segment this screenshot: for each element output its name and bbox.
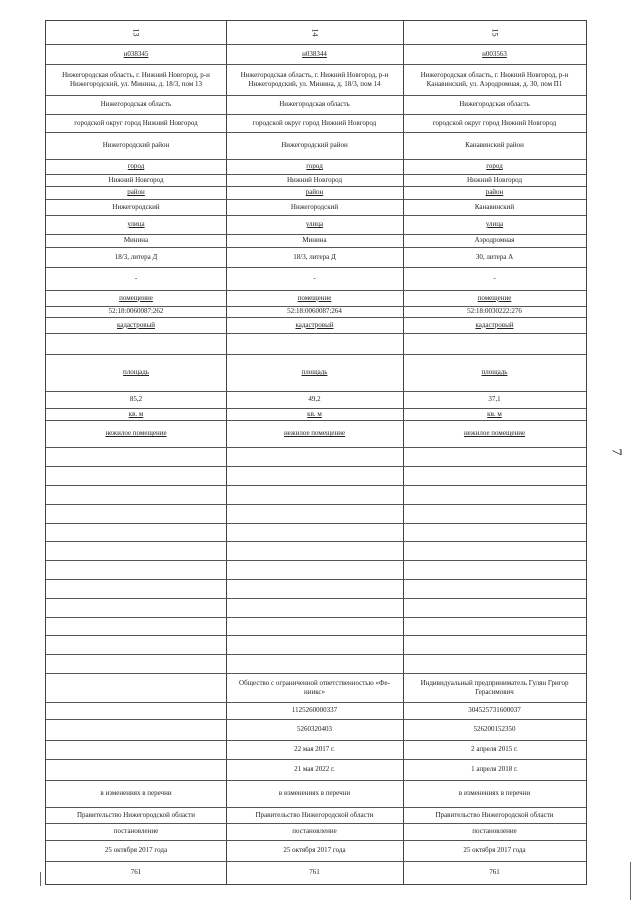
table-cell xyxy=(50,317,222,333)
cell-text: Нижегородская область xyxy=(279,100,350,108)
table-cell xyxy=(407,391,582,408)
cell-text: Общество с ограниченной ответственностью «Фе-ниикс» xyxy=(239,678,390,696)
table-cell xyxy=(230,780,399,807)
table-cell xyxy=(407,215,582,234)
table-cell xyxy=(230,391,399,408)
cell-text: помещение xyxy=(297,293,332,302)
table-cell xyxy=(50,861,222,884)
cell-text: постановление xyxy=(292,827,337,835)
cell-text: 1125260000337 xyxy=(291,706,338,714)
cell-text: Нижегородский район xyxy=(102,141,170,149)
cell-text: район xyxy=(485,188,504,196)
table-cell xyxy=(230,174,399,186)
table-cell xyxy=(230,635,399,654)
cell-text: 5260320403 xyxy=(297,725,332,733)
cell-text: в изменениях в перечни xyxy=(458,789,531,797)
table-cell xyxy=(230,617,399,635)
table-cell xyxy=(50,186,222,199)
table-cell xyxy=(230,673,399,702)
cell-text: 52:18:0060087:262 xyxy=(108,307,164,315)
column-header xyxy=(226,21,403,44)
cell-text: - xyxy=(313,274,316,282)
cell-text: 526200152350 xyxy=(473,725,516,733)
table-cell xyxy=(230,560,399,579)
cell-text: 30, литера А xyxy=(475,252,514,261)
cell-text: кадастровый xyxy=(295,320,334,329)
table-cell xyxy=(407,290,582,306)
cell-text: постановление xyxy=(472,827,517,835)
cell-text: Правительство Нижегородской области xyxy=(435,810,554,819)
table-cell xyxy=(50,306,222,317)
cell-text: в изменениях в перечни xyxy=(278,789,351,797)
cell-text: Нижний Новгород xyxy=(286,175,343,184)
table-cell xyxy=(50,780,222,807)
column-number: 14 xyxy=(310,28,319,37)
table-cell xyxy=(50,95,222,114)
table-cell xyxy=(407,186,582,199)
cell-text: 304525731600037 xyxy=(468,706,521,714)
cell-text: 52:18:0030222:276 xyxy=(467,307,522,315)
table-cell xyxy=(50,541,222,560)
cell-text: 761 xyxy=(309,868,320,876)
cell-text: нежилое помещение xyxy=(105,429,167,437)
cell-text: Канавинский xyxy=(474,202,515,211)
column-divider xyxy=(403,21,404,884)
table-cell xyxy=(50,114,222,132)
table-cell xyxy=(407,560,582,579)
table-cell xyxy=(50,354,222,391)
cell-text: постановление xyxy=(113,827,159,835)
table-cell xyxy=(230,823,399,840)
table-cell xyxy=(50,719,222,740)
cell-text: 761 xyxy=(489,868,500,876)
table-cell xyxy=(230,354,399,391)
cell-text: 37,1 xyxy=(488,395,501,403)
table-cell xyxy=(407,466,582,485)
table-cell xyxy=(50,840,222,861)
cell-text: 25 октября 2017 года xyxy=(283,846,346,854)
table-cell xyxy=(230,840,399,861)
cell-text: 22 мая 2017 г. xyxy=(294,745,335,753)
cell-text: кв. м xyxy=(128,409,144,418)
table-cell xyxy=(407,759,582,780)
table-cell xyxy=(407,267,582,290)
table-cell xyxy=(407,617,582,635)
table-cell xyxy=(407,44,582,64)
table-cell xyxy=(230,579,399,598)
table-cell xyxy=(230,290,399,306)
table-cell xyxy=(50,702,222,719)
column-header xyxy=(403,21,586,44)
table-cell xyxy=(230,598,399,617)
edge-mark-left xyxy=(40,872,41,886)
cell-text: город xyxy=(306,162,323,170)
table-cell xyxy=(230,317,399,333)
table-cell xyxy=(407,132,582,159)
cell-text: город xyxy=(127,162,145,170)
cell-text: Правительство Нижегородской области xyxy=(255,810,374,819)
table-cell xyxy=(230,95,399,114)
table-cell xyxy=(407,199,582,215)
cell-text: нежилое помещение xyxy=(463,429,526,437)
table-cell xyxy=(407,174,582,186)
table-cell xyxy=(230,702,399,719)
table-cell xyxy=(230,485,399,504)
table-cell xyxy=(230,466,399,485)
table-cell xyxy=(230,267,399,290)
table-cell xyxy=(50,673,222,702)
cell-text: 25 октября 2017 года xyxy=(463,846,526,854)
cell-text: Минина xyxy=(123,236,149,244)
table-cell xyxy=(407,504,582,523)
cell-text: помещение xyxy=(119,293,153,302)
table-cell xyxy=(407,541,582,560)
cell-text: Нижний Новгород xyxy=(466,175,523,184)
table-cell xyxy=(407,408,582,420)
cell-text: Правительство Нижегородской области xyxy=(77,810,195,819)
table-cell xyxy=(50,740,222,759)
table-cell xyxy=(230,447,399,466)
cell-text: - xyxy=(134,274,138,282)
edge-mark xyxy=(630,862,631,900)
table-cell xyxy=(407,780,582,807)
cell-text: городской округ город Нижний Новгород xyxy=(74,118,198,127)
table-cell xyxy=(230,44,399,64)
cell-text: Нижегородский район xyxy=(281,141,348,149)
cell-text: н003563 xyxy=(482,49,507,58)
table-cell xyxy=(50,290,222,306)
table-cell xyxy=(50,159,222,174)
table-cell xyxy=(407,234,582,247)
cell-text: Минина xyxy=(302,236,327,244)
table-cell xyxy=(407,523,582,541)
table-cell xyxy=(230,159,399,174)
table-cell xyxy=(230,132,399,159)
table-cell xyxy=(50,654,222,673)
cell-text: 18/3, литера Д xyxy=(293,252,336,261)
table-cell xyxy=(407,159,582,174)
column-divider xyxy=(226,21,227,884)
cell-text: улица xyxy=(305,220,324,228)
cell-text: Нижегородская область xyxy=(100,100,172,108)
cell-text: площадь xyxy=(301,368,328,376)
table-cell xyxy=(407,317,582,333)
table-cell xyxy=(407,719,582,740)
cell-text: площадь xyxy=(481,368,508,376)
cell-text: 49,2 xyxy=(308,395,321,403)
table-cell xyxy=(230,333,399,354)
table-cell xyxy=(50,408,222,420)
table-cell xyxy=(50,267,222,290)
cell-text: площадь xyxy=(123,368,149,376)
table-cell xyxy=(50,598,222,617)
table-cell xyxy=(407,95,582,114)
table-cell xyxy=(407,247,582,267)
table-cell xyxy=(50,132,222,159)
table-cell xyxy=(407,447,582,466)
table-cell xyxy=(230,759,399,780)
table-cell xyxy=(50,617,222,635)
table-cell xyxy=(50,64,222,95)
table-cell xyxy=(407,702,582,719)
table-cell xyxy=(407,807,582,823)
column-number: 15 xyxy=(490,28,499,37)
table-cell xyxy=(50,391,222,408)
cell-text: Канавинский район xyxy=(465,141,524,149)
cell-text: 21 мая 2022 г. xyxy=(294,765,335,773)
table-cell xyxy=(407,654,582,673)
cell-text: н038345 xyxy=(123,49,149,58)
table-cell xyxy=(50,234,222,247)
cell-text: улица xyxy=(127,220,145,228)
table-cell xyxy=(230,719,399,740)
table-cell xyxy=(230,541,399,560)
table-cell xyxy=(230,420,399,447)
cell-text: 18/3, литера Д xyxy=(114,252,158,261)
cell-text: кв. м xyxy=(487,409,502,418)
cell-text: кв. м xyxy=(307,409,322,418)
table-cell xyxy=(407,579,582,598)
table-cell xyxy=(50,174,222,186)
table-cell xyxy=(50,579,222,598)
cell-text: кадастровый xyxy=(475,320,514,329)
cell-text: 761 xyxy=(130,868,142,876)
table-cell xyxy=(50,504,222,523)
table-cell xyxy=(50,466,222,485)
table-cell xyxy=(50,523,222,541)
table-cell xyxy=(407,114,582,132)
table-cell xyxy=(407,420,582,447)
table-cell xyxy=(230,247,399,267)
table-cell xyxy=(230,740,399,759)
table-cell xyxy=(50,247,222,267)
table-cell xyxy=(230,654,399,673)
cell-text: нежилое помещение xyxy=(283,429,346,437)
table-cell xyxy=(50,560,222,579)
table-cell xyxy=(407,823,582,840)
cell-text: район xyxy=(127,188,145,196)
cell-text: Нижний Новгород xyxy=(108,175,164,184)
cell-text: 2 апреля 2015 г. xyxy=(471,745,518,753)
table-cell xyxy=(50,447,222,466)
table-cell xyxy=(230,186,399,199)
cell-text: н038344 xyxy=(302,49,327,58)
cell-text: 52:18:0060087:264 xyxy=(287,307,342,315)
table-cell xyxy=(230,306,399,317)
cell-text: Индивидуальный предприниматель Гулян Григор Герасимович xyxy=(420,678,569,696)
cell-text: 85,2 xyxy=(129,395,143,403)
table-cell xyxy=(50,420,222,447)
cell-text: 1 апреля 2018 г. xyxy=(471,765,518,773)
table-cell xyxy=(230,861,399,884)
cell-text: Нижегородский xyxy=(112,202,160,211)
table-cell xyxy=(407,840,582,861)
cell-text: Аэродромная xyxy=(474,236,515,244)
cell-text: городской округ город Нижний Новгород xyxy=(432,118,557,127)
table-cell xyxy=(407,861,582,884)
cell-text: городской округ город Нижний Новгород xyxy=(252,118,377,127)
table-cell xyxy=(230,234,399,247)
table-cell xyxy=(230,215,399,234)
cell-text: Нижегородская область xyxy=(459,100,530,108)
table-cell xyxy=(50,759,222,780)
table-cell xyxy=(230,523,399,541)
cell-text: Нижегородская область, г. Нижний Новгород, р-н Нижегородский, ул. Минина, д. 18/3, пом 13 xyxy=(62,70,210,88)
table-cell xyxy=(407,673,582,702)
table-cell xyxy=(50,215,222,234)
page-number-mark: 7 xyxy=(608,448,624,456)
table-cell xyxy=(230,504,399,523)
table-cell xyxy=(50,333,222,354)
table-cell xyxy=(50,199,222,215)
table-cell xyxy=(407,635,582,654)
cell-text: город xyxy=(486,162,503,170)
table-cell xyxy=(407,64,582,95)
column-number: 13 xyxy=(131,28,141,37)
table-cell xyxy=(407,598,582,617)
register-table xyxy=(45,20,587,885)
table-cell xyxy=(407,740,582,759)
table-cell xyxy=(407,306,582,317)
table-cell xyxy=(407,333,582,354)
table-cell xyxy=(230,807,399,823)
cell-text: Нижегородский xyxy=(290,202,339,211)
cell-text: район xyxy=(305,188,324,196)
column-header xyxy=(46,21,226,44)
cell-text: Нижегородская область, г. Нижний Новгород, р-н Нижегородский, ул. Минина, д. 18/3, пом 14 xyxy=(240,70,389,88)
cell-text: - xyxy=(493,274,496,282)
cell-text: улица xyxy=(485,220,504,228)
table-cell xyxy=(407,354,582,391)
table-cell xyxy=(50,635,222,654)
table-cell xyxy=(50,485,222,504)
cell-text: помещение xyxy=(477,293,512,302)
cell-text: в изменениях в перечни xyxy=(100,789,172,797)
table-cell xyxy=(50,44,222,64)
table-cell xyxy=(230,199,399,215)
table-cell xyxy=(230,64,399,95)
table-cell xyxy=(230,114,399,132)
table-cell xyxy=(230,408,399,420)
cell-text: кадастровый xyxy=(116,320,156,329)
cell-text: 25 октября 2017 года xyxy=(104,846,168,854)
cell-text: Нижегородская область, г. Нижний Новгород, р-н Канавинский, ул. Аэродромная, д. 30, пом П1 xyxy=(420,70,569,88)
table-cell xyxy=(407,485,582,504)
table-cell xyxy=(50,823,222,840)
table-cell xyxy=(50,807,222,823)
